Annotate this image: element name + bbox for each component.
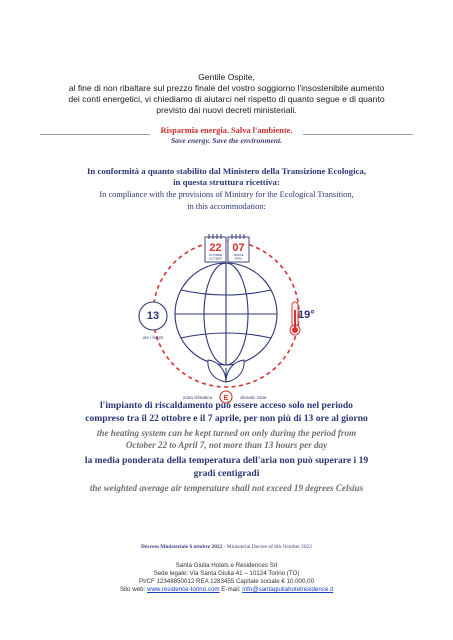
slogan-english: Save energy. Save the environment.: [170, 136, 283, 145]
footer: [30, 562, 423, 594]
zone-label-italian: zona climatica: [182, 395, 212, 400]
rule-temperature-english: the weighted average air temperature shall not exceed 19 degrees Celsius: [89, 483, 364, 493]
globe-icon: [175, 263, 277, 365]
rule-heating-italian-1: l'impianto di riscaldamento può essere acceso solo nel periodo: [100, 400, 353, 411]
calendar-start-day: 22: [209, 242, 222, 254]
calendar-end-icon: [228, 234, 249, 262]
web-label: Sito web:: [119, 586, 147, 593]
calendar-end-day: 07: [232, 242, 245, 254]
hours-value: 13: [146, 310, 160, 322]
rule-temperature-italian-2: gradi centigradi: [193, 468, 260, 479]
intro-line: dei conti energetici, vi chiediamo di aiutarci nel rispetto di quanto segue e di quanto: [68, 94, 385, 104]
company-ids: PI/CF 12348850012 REA 1283455 Capitale sociale € 10.000,00: [138, 578, 315, 585]
company-name: Santa Giulia Hotels e Residences Srl: [175, 562, 278, 569]
compliance-statement: [30, 166, 423, 212]
company-address: Sede legale: Via Santa Giulia 41 – 10124 Torino (TO): [153, 570, 300, 577]
rule-heating-italian-2: compreso tra il 22 ottobre e il 7 aprile, per non più di 13 ore al giorno: [85, 413, 368, 424]
slogan-italian: Risparmia energia. Salva l'ambiente.: [160, 126, 293, 135]
compliance-italian-2: in questa struttura ricettiva:: [173, 177, 280, 187]
slogan: [161, 125, 293, 146]
calendar-end-month-en: APRIL: [234, 257, 243, 261]
email-link[interactable]: info@santagiuliahotelresidence.it: [242, 586, 334, 593]
decree-italian: Decreto Ministeriale 6 ottobre 2022: [141, 544, 223, 550]
decree-english: - Ministerial Decree of 6th October 2022: [222, 544, 312, 550]
hours-badge: [139, 302, 167, 340]
intro-message: [30, 72, 423, 116]
calendar-start-month-en: OCTOBER: [209, 257, 222, 261]
compliance-english-1: In compliance with the provisions of Ministry for the Ecological Transition,: [99, 190, 354, 199]
calendar-end-month: APRILE: [233, 253, 244, 257]
greeting: Gentile Ospite,: [198, 72, 255, 82]
divider-right: [303, 134, 413, 135]
heating-diagram: [0, 230, 453, 415]
temperature-value: 19°: [298, 309, 315, 321]
hours-label: ore / hours: [142, 335, 164, 340]
calendar-start-month: OTTOBRE: [208, 253, 223, 257]
rules-text: [20, 399, 433, 494]
decree-reference: [30, 544, 423, 550]
compliance-english-2: in this accommodation:: [187, 202, 266, 211]
calendar-start-icon: [205, 234, 226, 262]
email-label: E-mail:: [219, 586, 243, 593]
rule-heating-english-2: October 22 to April 7, not more than 13 hours per day: [125, 440, 328, 450]
slogan-row: [40, 125, 413, 146]
compliance-italian-1: In conformità a quanto stabilito dal Ministero della Transizione Ecologica,: [86, 166, 367, 176]
intro-line: al fine di non ribaltare sul prezzo finale del vostro soggiorno l'insostenibile aumento: [68, 83, 385, 93]
intro-line: previsto dai nuovi decreti ministeriali.: [156, 105, 297, 115]
divider-left: [40, 134, 150, 135]
contact-line: [30, 586, 423, 594]
rule-heating-english-1: the heating system can be kept turned on only during the period from: [96, 428, 357, 438]
zone-label-english: climatic zone: [240, 395, 267, 400]
zone-letter: E: [223, 395, 229, 402]
rule-temperature-italian-1: la media ponderata della temperatura dell'aria non può superare i 19: [84, 455, 369, 466]
website-link[interactable]: www.residence-torino.com: [147, 586, 220, 593]
